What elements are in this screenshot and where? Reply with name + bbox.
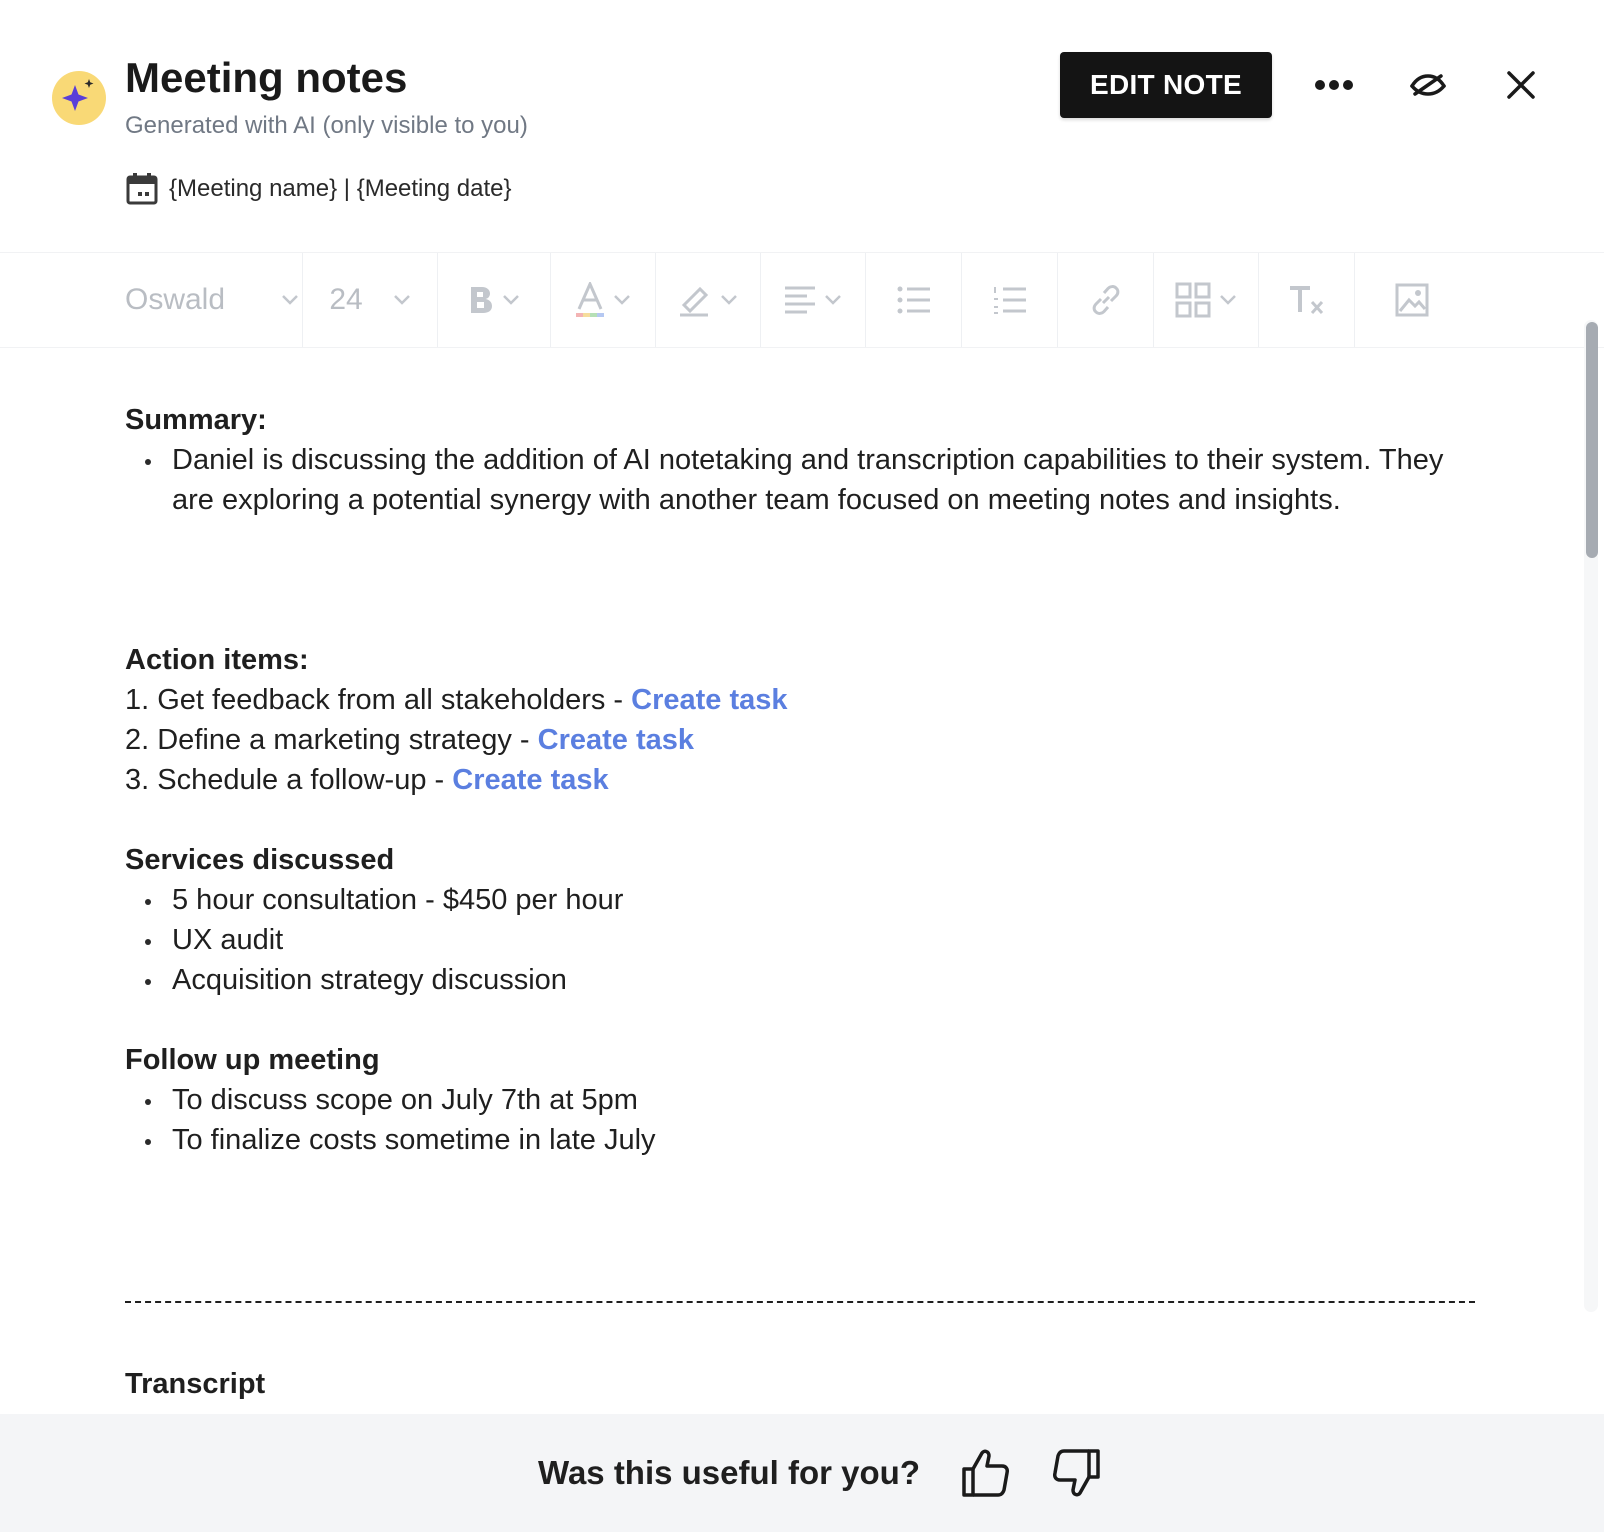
chevron-down-icon bbox=[393, 294, 411, 306]
ai-badge bbox=[52, 71, 106, 125]
followup-list bbox=[125, 1080, 1485, 1160]
align-left-icon bbox=[784, 285, 816, 315]
bold-icon bbox=[468, 285, 494, 315]
font-family-value: Oswald bbox=[125, 283, 226, 316]
followup-heading: Follow up meeting bbox=[125, 1044, 380, 1076]
meeting-name-date: {Meeting name} | {Meeting date} bbox=[169, 175, 512, 202]
action-item bbox=[125, 760, 1485, 800]
transcript-heading: Transcript bbox=[125, 1368, 266, 1400]
link-button[interactable] bbox=[1058, 253, 1154, 347]
action-item-text: 1. Get feedback from all stakeholders - bbox=[125, 684, 632, 716]
thumbs-up-button[interactable] bbox=[956, 1443, 1016, 1503]
feedback-question: Was this useful for you? bbox=[538, 1454, 920, 1491]
clear-format-button[interactable] bbox=[1259, 253, 1355, 347]
services-item: 5 hour consultation - $450 per hour bbox=[125, 880, 1485, 920]
spacer bbox=[125, 800, 1485, 840]
image-icon bbox=[1395, 283, 1429, 317]
thumbs-up-icon bbox=[960, 1447, 1012, 1499]
summary-heading: Summary: bbox=[125, 404, 267, 436]
hide-icon bbox=[1409, 70, 1447, 100]
chevron-down-icon bbox=[281, 294, 299, 306]
chevron-down-icon bbox=[824, 294, 842, 306]
followup-item: To discuss scope on July 7th at 5pm bbox=[125, 1080, 1485, 1120]
text-color-button[interactable] bbox=[551, 253, 656, 347]
services-item: Acquisition strategy discussion bbox=[125, 960, 1485, 1000]
highlighter-icon bbox=[678, 283, 712, 317]
action-item bbox=[125, 680, 1485, 720]
create-task-link[interactable]: Create task bbox=[452, 764, 609, 796]
hide-note-button[interactable] bbox=[1400, 57, 1456, 113]
numbered-list-icon bbox=[993, 285, 1027, 315]
chevron-down-icon bbox=[613, 294, 631, 306]
chevron-down-icon bbox=[1219, 294, 1237, 306]
edit-note-button[interactable]: EDIT NOTE bbox=[1060, 52, 1272, 118]
thumbs-down-icon bbox=[1050, 1447, 1102, 1499]
services-item: UX audit bbox=[125, 920, 1485, 960]
chevron-down-icon bbox=[502, 294, 520, 306]
note-body[interactable] bbox=[125, 400, 1485, 1160]
action-item-text: 2. Define a marketing strategy - bbox=[125, 724, 538, 756]
numbered-list-button[interactable] bbox=[962, 253, 1058, 347]
formatting-toolbar bbox=[0, 252, 1604, 348]
link-icon bbox=[1090, 284, 1122, 316]
sparkle-icon bbox=[52, 71, 106, 125]
font-family-select[interactable] bbox=[103, 253, 303, 347]
font-size-select[interactable] bbox=[303, 253, 438, 347]
table-button[interactable] bbox=[1154, 253, 1259, 347]
create-task-link[interactable]: Create task bbox=[631, 684, 788, 716]
bulleted-list-icon bbox=[897, 285, 931, 315]
close-icon bbox=[1506, 70, 1536, 100]
thumbs-down-button[interactable] bbox=[1046, 1443, 1106, 1503]
page-title: Meeting notes bbox=[125, 54, 408, 101]
clear-format-icon bbox=[1288, 284, 1326, 316]
align-button[interactable] bbox=[761, 253, 866, 347]
scrollbar-thumb[interactable] bbox=[1586, 322, 1598, 558]
close-button[interactable] bbox=[1493, 57, 1549, 113]
table-grid-icon bbox=[1175, 282, 1211, 318]
services-heading: Services discussed bbox=[125, 844, 395, 876]
action-item bbox=[125, 720, 1485, 760]
meeting-info bbox=[125, 172, 511, 206]
page-subtitle: Generated with AI (only visible to you) bbox=[125, 112, 528, 139]
chevron-down-icon bbox=[720, 294, 738, 306]
section-divider bbox=[125, 1301, 1475, 1303]
action-item-text: 3. Schedule a follow-up - bbox=[125, 764, 453, 796]
calendar-icon bbox=[125, 172, 159, 206]
bold-button[interactable] bbox=[438, 253, 551, 347]
followup-item: To finalize costs sometime in late July bbox=[125, 1120, 1485, 1160]
create-task-link[interactable]: Create task bbox=[537, 724, 695, 756]
spacer bbox=[125, 520, 1485, 640]
highlight-button[interactable] bbox=[656, 253, 761, 347]
insert-image-button[interactable] bbox=[1355, 253, 1468, 347]
more-options-button[interactable] bbox=[1306, 57, 1362, 113]
more-options-icon bbox=[1314, 79, 1354, 91]
summary-list bbox=[125, 440, 1485, 520]
summary-item: Daniel is discussing the addition of AI notetaking and transcription capabilities to their system. They are exploring a potential synergy with another team focused on meeting notes and insights. bbox=[125, 440, 1455, 520]
feedback-bar bbox=[0, 1414, 1604, 1532]
note-header bbox=[0, 0, 1604, 250]
bulleted-list-button[interactable] bbox=[866, 253, 962, 347]
services-list bbox=[125, 880, 1485, 1000]
spacer bbox=[125, 1000, 1485, 1040]
font-size-value: 24 bbox=[329, 283, 363, 316]
action-items-heading: Action items: bbox=[125, 644, 309, 676]
text-color-icon bbox=[575, 282, 605, 318]
